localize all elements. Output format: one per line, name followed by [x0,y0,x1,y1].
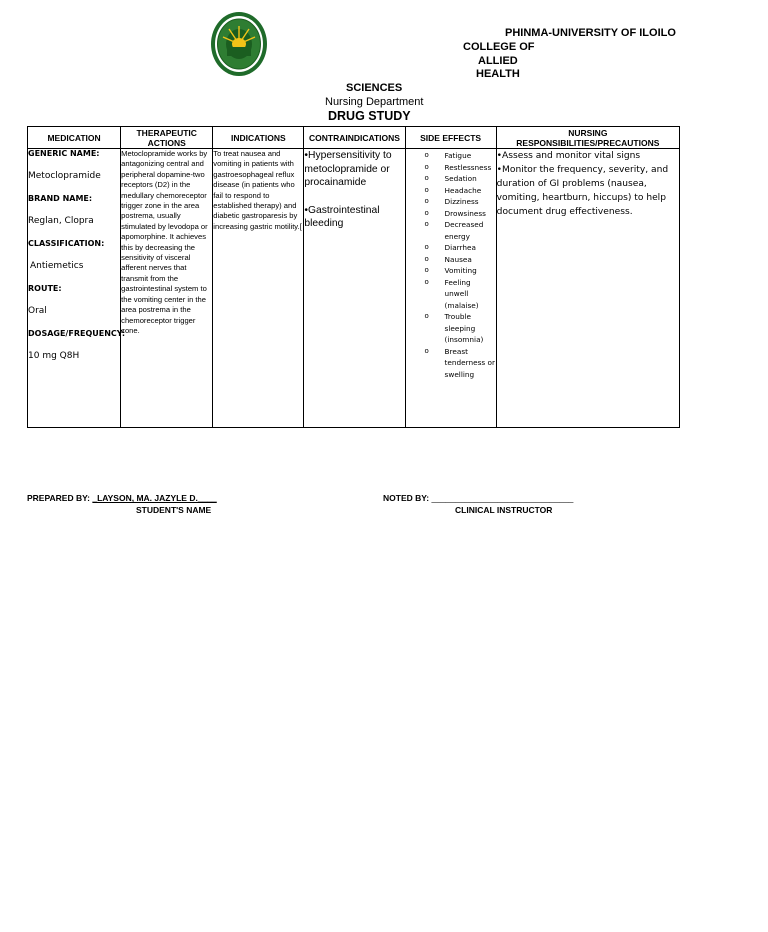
prepared-by-label: PREPARED BY: [27,493,90,503]
college-line-2: ALLIED [478,55,518,67]
noted-by-line [383,493,573,503]
column-header-nursing-responsibilities: NURSING RESPONSIBILITIES/PRECAUTIONS [496,127,679,149]
column-header-indications: INDICATIONS [213,127,304,149]
classification-label: CLASSIFICATION: [28,239,105,248]
side-effects-list [406,150,496,380]
list-item: o Sedation [437,173,496,185]
brand-name-label: BRAND NAME: [28,194,93,203]
dosage-label: DOSAGE/FREQUENCY: [28,329,126,338]
column-header-contraindications: CONTRAINDICATIONS [304,127,405,149]
contraindication-item: •Gastrointestinal bleeding [304,204,380,230]
list-item: o Fatigue [437,150,496,162]
list-item: o Diarrhea [437,242,496,254]
college-line-1: COLLEGE OF [463,41,535,53]
list-item: o Trouble sleeping (insomnia) [437,311,496,346]
brand-name-value: Reglan, Clopra [28,216,94,226]
column-header-medication: MEDICATION [28,127,121,149]
page-title: DRUG STUDY [328,109,411,123]
route-value: Oral [28,306,47,316]
nursing-item: •Assess and monitor vital signs [496,151,641,161]
university-name: PHINMA-UNIVERSITY OF ILOILO [505,27,676,39]
nursing-responsibilities-cell [496,149,679,428]
college-line-4: SCIENCES [346,82,403,94]
column-header-therapeutic-actions: THERAPEUTIC ACTIONS [121,127,213,149]
medication-cell [28,149,126,428]
department-name: Nursing Department [325,96,424,108]
list-item: o Feeling unwell (malaise) [437,277,496,312]
list-item: o Headache [437,185,496,197]
list-item: o Dizziness [437,196,496,208]
noted-by-label: NOTED BY: [383,493,430,503]
contraindication-item: •Hypersensitivity to metoclopramide or procainamide [304,150,392,189]
list-item: o Decreased energy [437,219,496,242]
noted-by-signature-line: ______________________________ [431,493,574,503]
drug-study-table [27,126,680,428]
clinical-instructor-caption: CLINICAL INSTRUCTOR [455,505,553,515]
college-line-3: HEALTH [476,68,520,80]
list-item: o Breast tenderness or swelling [437,346,496,381]
side-effects-cell [405,149,496,428]
indications-cell: To treat nausea and vomiting in patients with gastroesophageal reflux disease (in patients who fail to respond to established therapy) and diabetic gastroparesis by increasing gastric motility.[ [213,149,304,428]
contraindications-cell [304,149,405,428]
generic-name-label: GENERIC NAME: [28,149,100,158]
list-item: o Vomiting [437,265,496,277]
list-item: o Restlessness [437,162,496,174]
therapeutic-actions-cell: Metoclopramide works by antagonizing central and peripheral dopamine-two receptors (D2) in the medullary chemoreceptor trigger zone in the area postrema, usually stimulated by levodopa or apomorphine. It achieves this by decreasing the sensitivity of visceral afferent nerves that transmit from the gastrointestinal system to the vomiting center in the area postrema in the chemoreceptor trigger zone. [121,149,213,428]
table-header-row [28,127,680,149]
list-item: o Nausea [437,254,496,266]
generic-name-value: Metoclopramide [28,171,101,181]
table-row [28,149,680,428]
list-item: o Drowsiness [437,208,496,220]
prepared-by-line [27,493,217,503]
nursing-item: •Monitor the frequency, severity, and duration of GI problems (nausea, vomiting, heartburn, hiccups) to help document drug effectiveness. [496,165,669,217]
column-header-side-effects: SIDE EFFECTS [405,127,496,149]
classification-value: Antiemetics [30,261,84,271]
student-name-caption: STUDENT'S NAME [136,505,212,515]
university-seal-logo [210,11,268,77]
dosage-value: 10 mg Q8H [28,351,80,361]
route-label: ROUTE: [28,284,62,293]
prepared-by-name: _LAYSON, MA. JAZYLE D.____ [92,493,217,503]
